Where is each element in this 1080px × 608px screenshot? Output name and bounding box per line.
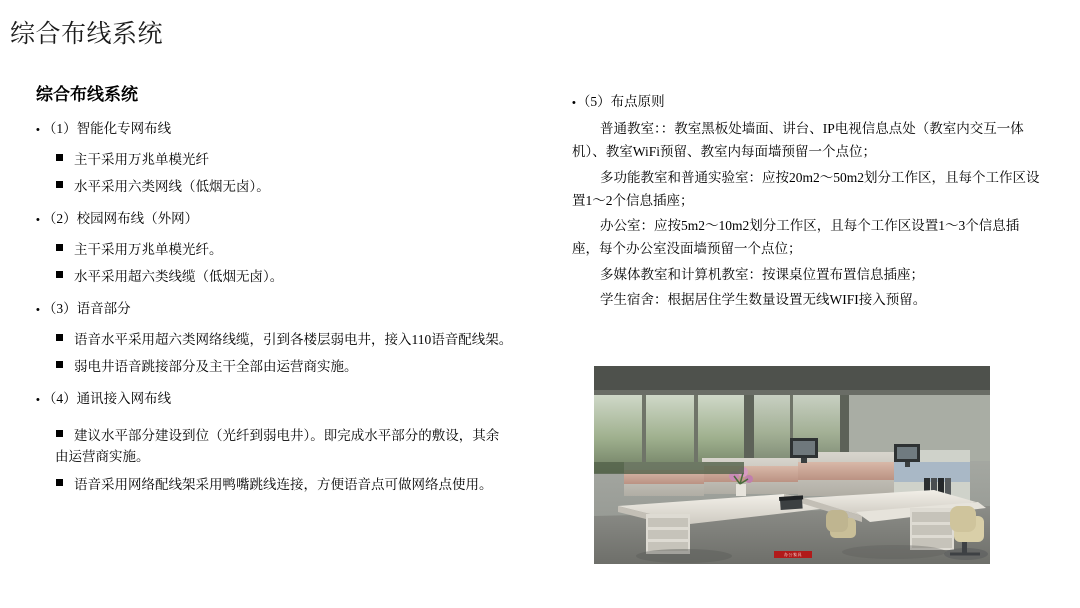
paragraph: 普通教室：：教室黑板处墙面、讲台、IP电视信息点处（教室内交互一体机）、教室WiFi预留、教室内每面墙预留一个点位；	[572, 121, 1024, 160]
list-item-level2: 主干采用万兆单模光纤	[36, 150, 556, 171]
bullet-dot-icon: •	[36, 124, 40, 136]
bullet-dot-icon: •	[36, 304, 40, 317]
list-item-level2: 语音水平采用超六类网络线缆，引到各楼层弱电井，接入110语音配线架。	[36, 330, 556, 351]
section-heading: 综合布线系统	[36, 85, 138, 104]
list-item-level2: 弱电井语音跳接部分及主干全部由运营商实施。	[36, 357, 556, 378]
list-item-level2: 水平采用超六类线缆（低烟无卤）。	[36, 267, 556, 288]
list-item-level1: • （2）校园网布线（外网）	[36, 211, 199, 227]
photo-caption-badge: 办公家具	[774, 551, 812, 558]
bullet-dot-icon: •	[36, 214, 40, 227]
square-bullet-icon	[56, 361, 63, 368]
square-bullet-icon	[56, 334, 63, 341]
list-item-level1: • （4）通讯接入网布线	[36, 391, 172, 407]
square-bullet-icon	[56, 244, 63, 251]
square-bullet-icon	[56, 430, 63, 437]
office-cubicle-workstations-photo	[594, 366, 990, 564]
square-bullet-icon	[56, 181, 63, 188]
list-item-level2: 建议水平部分建设到位（光纤到弱电井）。即完成水平部分的敷设，其余 由运营商实施。	[55, 427, 500, 465]
right-content-column	[572, 92, 1044, 313]
left-content-column	[36, 80, 556, 501]
paragraph: 多媒体教室和计算机教室：按课桌位置布置信息插座；	[600, 266, 924, 282]
square-bullet-icon	[56, 479, 63, 486]
list-item-level2: 语音采用网络配线架采用鸭嘴跳线连接，方便语音点可做网络点使用。	[36, 474, 556, 496]
paragraph: 学生宿舍：根据居住学生数量设置无线WIFI接入预留。	[600, 291, 927, 307]
list-item-level1: • （3）语音部分	[36, 301, 131, 317]
list-item-level2: 主干采用万兆单模光纤。	[36, 240, 556, 261]
list-item-level1: •（5）布点原则	[572, 94, 665, 109]
list-item-level2: 水平采用六类网线（低烟无卤）。	[36, 177, 556, 198]
page-title: 综合布线系统	[10, 20, 164, 48]
square-bullet-icon	[56, 154, 63, 161]
square-bullet-icon	[56, 271, 63, 278]
list-item-level1: • （1）智能化专网布线	[36, 121, 172, 136]
bullet-dot-icon: •	[572, 97, 576, 109]
bullet-dot-icon: •	[36, 394, 40, 407]
paragraph: 办公室：应按5m2～10m2划分工作区，且每个工作区设置1～3个信息插座，每个办公室没面墙预留一个点位；	[572, 218, 1020, 257]
paragraph: 多功能教室和普通实验室：应按20m2～50m2划分工作区，且每个工作区设置1～2个信息插座；	[572, 169, 1040, 208]
